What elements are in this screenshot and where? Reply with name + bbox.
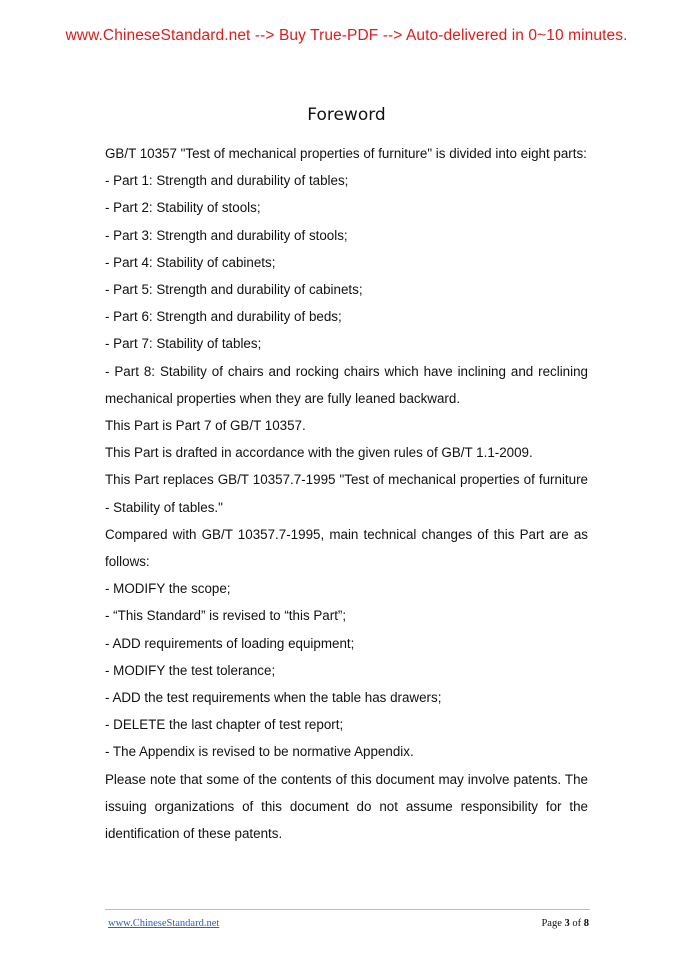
document-body (105, 140, 588, 847)
list-item: - Part 4: Stability of cabinets; (105, 254, 276, 270)
footer-site-link[interactable]: www.ChineseStandard.net (108, 918, 220, 929)
list-item: - Part 2: Stability of stools; (105, 200, 261, 216)
page-total: 8 (583, 918, 589, 929)
change-item: - MODIFY the scope; (105, 581, 231, 597)
change-item: - MODIFY the test tolerance; (105, 662, 276, 678)
page-of: of (572, 918, 582, 929)
change-item: - ADD the test requirements when the table has drawers; (105, 690, 442, 706)
list-item: - Part 3: Strength and durability of stools; (105, 227, 348, 243)
change-item: - DELETE the last chapter of test report; (105, 717, 344, 733)
page-label: Page (541, 918, 562, 929)
top-banner-link[interactable]: www.ChineseStandard.net --> Buy True-PDF --> Auto-delivered in 0~10 minutes. (65, 27, 628, 44)
list-item: - Part 6: Strength and durability of beds; (105, 309, 342, 325)
change-item: - The Appendix is revised to be normative Appendix. (105, 744, 414, 760)
paragraph: This Part is drafted in accordance with the given rules of GB/T 1.1-2009. (105, 445, 533, 461)
change-item: - “This Standard” is revised to “this Part”; (105, 608, 347, 624)
paragraph: This Part replaces GB/T 10357.7-1995 "Test of mechanical properties of furniture - Stability of tables." (105, 472, 588, 515)
paragraph: Compared with GB/T 10357.7-1995, main technical changes of this Part are as follows: (105, 526, 588, 570)
intro-paragraph: GB/T 10357 "Test of mechanical properties of furniture" is divided into eight parts: (105, 146, 587, 161)
list-item: - Part 5: Strength and durability of cabinets; (105, 282, 363, 298)
page-title: Foreword (307, 105, 386, 125)
page-current: 3 (564, 918, 570, 929)
list-item: - Part 8: Stability of chairs and rocking chairs which have inclining and reclining mechanical properties when they are fully leaned backward. (105, 363, 588, 406)
patent-notice: Please note that some of the contents of this document may involve patents. The issuing organizations of this document do not assume responsibility for the identification of these patents. (105, 771, 588, 842)
list-item: - Part 1: Strength and durability of tables; (105, 173, 349, 189)
page-indicator (541, 918, 589, 929)
paragraph: This Part is Part 7 of GB/T 10357. (105, 418, 306, 434)
change-item: - ADD requirements of loading equipment; (105, 635, 355, 651)
list-item: - Part 7: Stability of tables; (105, 336, 262, 352)
footer-divider (105, 909, 590, 910)
